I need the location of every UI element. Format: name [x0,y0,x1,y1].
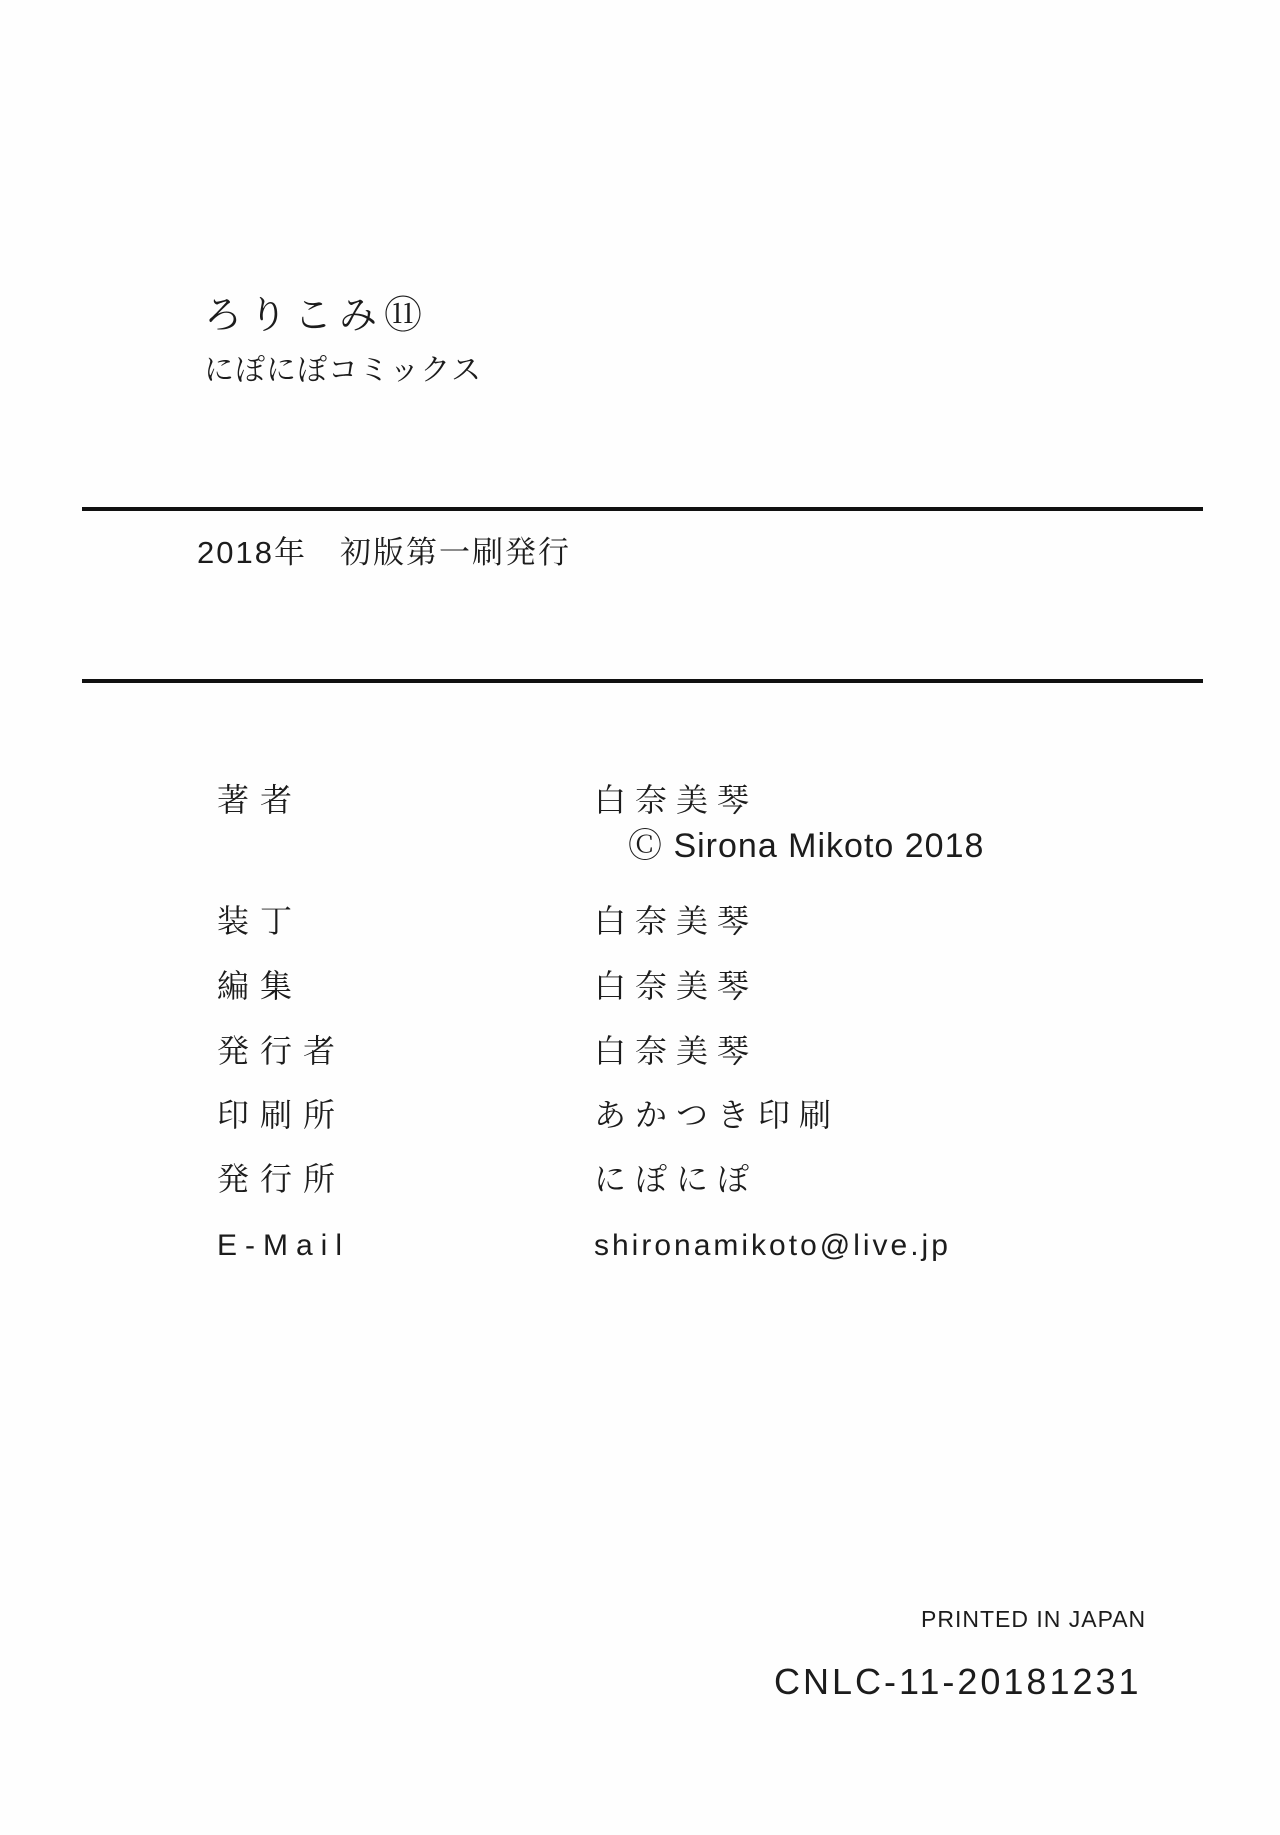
credit-label-publisher-person: 発行者 [217,1033,347,1069]
divider-line-top [82,507,1203,511]
printed-in-japan-label: PRINTED IN JAPAN [921,1606,1147,1632]
imprint-label: にぽにぽコミックス [204,354,483,387]
credit-value-publishing-house: にぽにぽ [594,1161,759,1197]
catalog-code: CNLC-11-20181231 [774,1661,1142,1702]
credit-label-printer: 印刷所 [217,1097,347,1133]
divider-line-bottom [82,679,1203,683]
credit-label-design: 装丁 [217,903,304,939]
credit-value-publisher-person: 白奈美琴 [594,1033,759,1069]
credit-label-editing: 編集 [217,968,304,1004]
edition-line: 2018年 初版第一刷発行 [197,535,571,570]
credit-label-publishing-house: 発行所 [217,1161,347,1197]
credit-label-author: 著者 [217,782,304,818]
credit-value-author: 白奈美琴 [594,782,759,818]
book-title: ろりこみ⑪ [204,295,430,337]
credit-label-email: E-Mail [217,1229,351,1262]
credit-value-editing: 白奈美琴 [594,968,759,1004]
credit-value-design: 白奈美琴 [594,903,759,939]
credit-value-printer: あかつき印刷 [594,1097,841,1133]
credit-value-email: shironamikoto@live.jp [594,1229,951,1262]
copyright-line: Ⓒ Sirona Mikoto 2018 [628,827,985,865]
